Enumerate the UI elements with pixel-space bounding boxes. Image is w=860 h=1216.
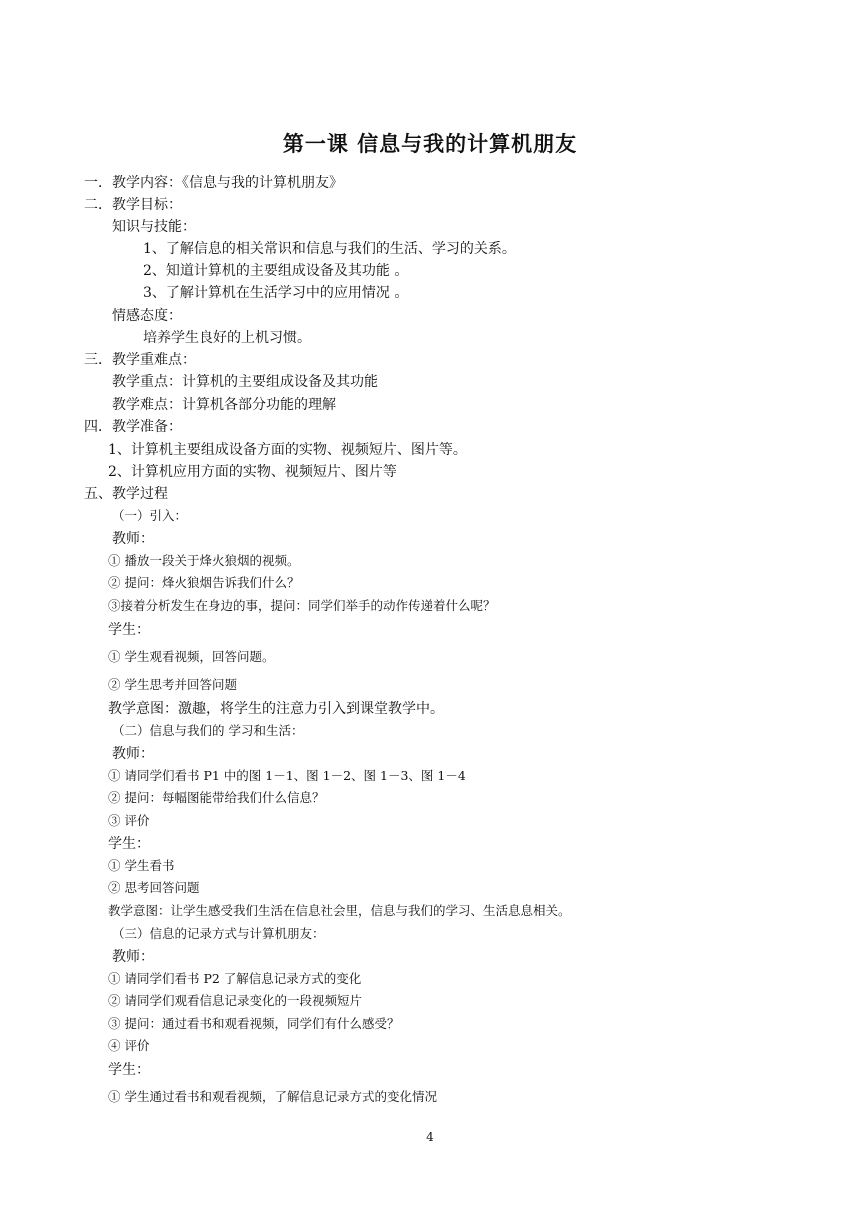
teacher-step: ④ 评价 xyxy=(108,1038,150,1053)
teaching-intent: 教学意图：让学生感受我们生活在信息社会里，信息与我们的学习、生活息息相关。 xyxy=(108,903,571,918)
page-number: 4 xyxy=(426,1130,434,1144)
teacher-step: ① 请同学们看书 P2 了解信息记录方式的变化 xyxy=(108,971,362,986)
lesson-title: 第一课 信息与我的计算机朋友 xyxy=(282,132,578,156)
teacher-step: ① 播放一段关于烽火狼烟的视频。 xyxy=(108,553,300,568)
teacher-step: ① 请同学们看书 P1 中的图 1－1、图 1－2、图 1－3、图 1－4 xyxy=(108,768,466,783)
section-2-heading: 二．教学目标： xyxy=(84,197,182,213)
teacher-step: ③ 评价 xyxy=(108,813,150,828)
role-teacher-label: 教师： xyxy=(112,531,154,547)
part-3-heading: （三）信息的记录方式与计算机朋友： xyxy=(112,926,325,941)
objective-item: 2、知道计算机的主要组成设备及其功能 。 xyxy=(143,263,409,279)
key-point-line: 教学重点：计算机的主要组成设备及其功能 xyxy=(112,374,378,390)
difficult-point-line: 教学难点：计算机各部分功能的理解 xyxy=(112,397,336,413)
role-student-label: 学生： xyxy=(108,1062,150,1078)
teaching-intent: 教学意图：激趣，将学生的注意力引入到课堂教学中。 xyxy=(108,701,444,717)
subheading-knowledge: 知识与技能： xyxy=(112,219,196,235)
teacher-step: ② 提问：每幅图能带给我们什么信息？ xyxy=(108,790,325,805)
attitude-item: 培养学生良好的上机习惯。 xyxy=(143,330,311,346)
section-4-heading: 四．教学准备： xyxy=(84,419,182,435)
objective-item: 3、了解计算机在生活学习中的应用情况 。 xyxy=(143,285,409,301)
teacher-step: ③接着分析发生在身边的事，提问：同学们举手的动作传递着什么呢？ xyxy=(108,598,496,613)
objective-item: 1、了解信息的相关常识和信息与我们的生活、学习的关系。 xyxy=(143,241,516,257)
part-2-heading: （二）信息与我们的 学习和生活： xyxy=(112,723,304,738)
role-teacher-label: 教师： xyxy=(112,949,154,965)
student-step: ① 学生通过看书和观看视频，了解信息记录方式的变化情况 xyxy=(108,1089,437,1104)
preparation-item: 2、计算机应用方面的实物、视频短片、图片等 xyxy=(108,464,397,480)
student-step: ② 思考回答问题 xyxy=(108,880,200,895)
section-5-heading: 五、教学过程 xyxy=(84,486,168,502)
teacher-step: ② 请同学们观看信息记录变化的一段视频短片 xyxy=(108,993,362,1008)
student-step: ① 学生观看视频，回答问题。 xyxy=(108,649,275,664)
section-1-heading: 一．教学内容：《信息与我的计算机朋友》 xyxy=(84,175,343,191)
part-1-heading: （一）引入： xyxy=(112,508,188,523)
role-teacher-label: 教师： xyxy=(112,746,154,762)
teacher-step: ③ 提问：通过看书和观看视频，同学们有什么感受？ xyxy=(108,1016,400,1031)
role-student-label: 学生： xyxy=(108,836,150,852)
subheading-attitude: 情感态度： xyxy=(112,308,182,324)
preparation-item: 1、计算机主要组成设备方面的实物、视频短片、图片等。 xyxy=(108,442,467,458)
student-step: ② 学生思考并回答问题 xyxy=(108,677,237,692)
role-student-label: 学生： xyxy=(108,622,150,638)
teacher-step: ② 提问：烽火狼烟告诉我们什么？ xyxy=(108,575,300,590)
student-step: ① 学生看书 xyxy=(108,858,175,873)
section-3-heading: 三．教学重难点： xyxy=(84,352,196,368)
